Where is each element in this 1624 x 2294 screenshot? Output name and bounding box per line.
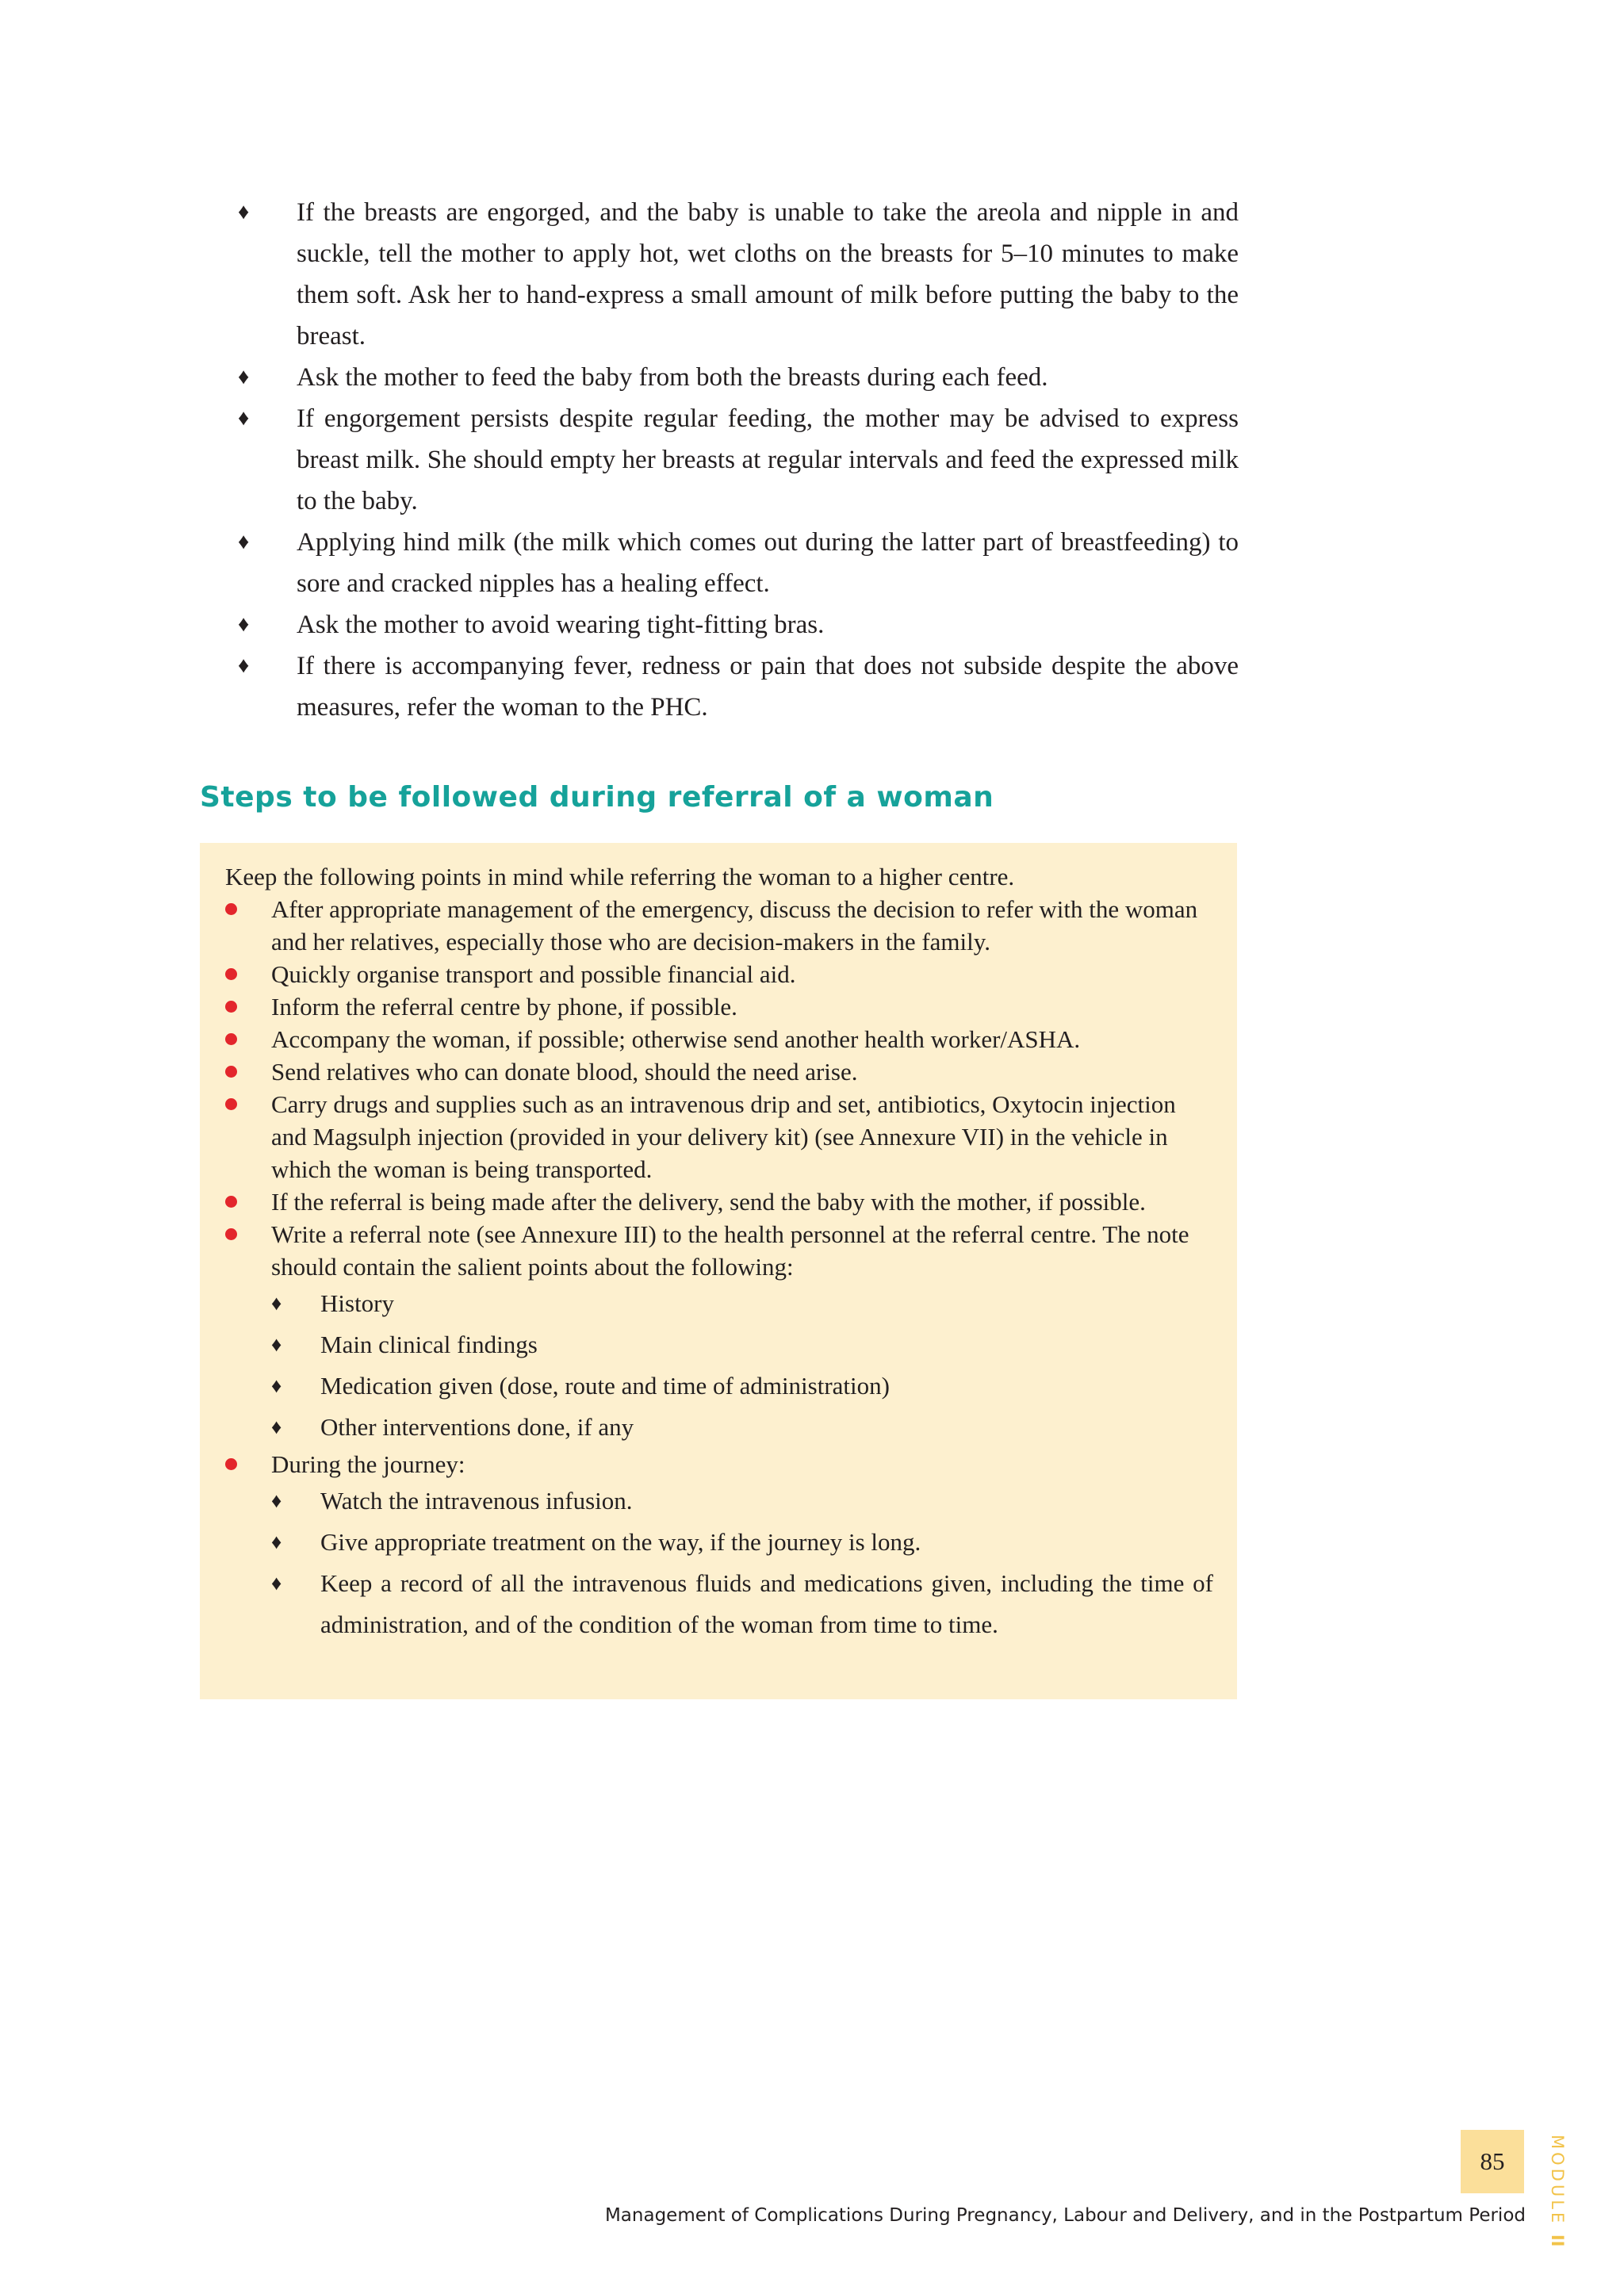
diamond-bullet-icon: ♦ bbox=[271, 1572, 282, 1595]
list-item-text: Quickly organise transport and possible financial aid. bbox=[271, 960, 796, 988]
list-item bbox=[271, 1407, 1213, 1448]
list-item bbox=[225, 1448, 1213, 1645]
red-dot-bullet-icon bbox=[225, 968, 237, 980]
list-item-text: Accompany the woman, if possible; otherwise send another health worker/ASHA. bbox=[271, 1025, 1081, 1053]
list-item bbox=[238, 398, 1239, 522]
list-item bbox=[238, 604, 1239, 645]
list-item-text: Give appropriate treatment on the way, if the journey is long. bbox=[320, 1528, 921, 1556]
list-item bbox=[238, 192, 1239, 357]
list-item-text: Send relatives who can donate blood, should the need arise. bbox=[271, 1058, 858, 1086]
referral-points-list bbox=[225, 893, 1213, 1645]
list-item bbox=[225, 1185, 1213, 1218]
diamond-bullet-icon: ♦ bbox=[271, 1292, 282, 1315]
list-item-text: If the breasts are engorged, and the baby is unable to take the areola and nipple in and suckle, tell the mother to apply hot, wet cloths on the breasts for 5–10 minutes to make them soft. Ask her to hand-express a small amount of milk before putting the baby to the breast. bbox=[297, 198, 1239, 350]
red-dot-bullet-icon bbox=[225, 1458, 237, 1470]
list-item-text: If the referral is being made after the delivery, send the baby with the mother, if possible. bbox=[271, 1188, 1146, 1216]
list-item-text: If there is accompanying fever, redness or pain that does not subside despite the above measures, refer the woman to the PHC. bbox=[297, 652, 1239, 722]
list-item bbox=[271, 1365, 1213, 1407]
list-item-text: Keep a record of all the intravenous fluids and medications given, including the time of administration, and of the condition of the woman from time to time. bbox=[320, 1569, 1213, 1638]
diamond-bullet-icon: ♦ bbox=[271, 1489, 282, 1512]
list-item bbox=[225, 1023, 1213, 1055]
list-item-text: Medication given (dose, route and time of administration) bbox=[320, 1372, 890, 1400]
list-item bbox=[271, 1480, 1213, 1522]
diamond-bullet-icon: ♦ bbox=[238, 406, 250, 431]
red-dot-bullet-icon bbox=[225, 1228, 237, 1240]
running-footer-title: Management of Complications During Pregnancy, Labour and Delivery, and in the Postpartum Period bbox=[604, 2205, 1526, 2226]
red-dot-bullet-icon bbox=[225, 1098, 237, 1110]
list-item bbox=[225, 893, 1213, 958]
diamond-bullet-icon: ♦ bbox=[238, 530, 250, 554]
list-item-text: Write a referral note (see Annexure III) to the health personnel at the referral centre. The note should contain the salient points about the following: bbox=[271, 1220, 1189, 1281]
list-item-text: After appropriate management of the emergency, discuss the decision to refer with the woman and her relatives, especially those who are decision-makers in the family. bbox=[271, 895, 1198, 956]
list-item-text: Other interventions done, if any bbox=[320, 1413, 634, 1441]
list-item-text: Ask the mother to avoid wearing tight-fitting bras. bbox=[297, 611, 825, 639]
diamond-bullet-icon: ♦ bbox=[238, 365, 250, 389]
list-item bbox=[225, 958, 1213, 990]
list-item bbox=[225, 1218, 1213, 1448]
diamond-bullet-icon: ♦ bbox=[238, 200, 250, 224]
list-item-text: If engorgement persists despite regular feeding, the mother may be advised to express breast milk. She should empty her breasts at regular intervals and feed the expressed milk to the baby. bbox=[297, 404, 1239, 515]
journey-steps-list bbox=[271, 1480, 1213, 1645]
list-item bbox=[225, 1055, 1213, 1088]
module-word: MODULE bbox=[1548, 2135, 1567, 2227]
diamond-bullet-icon: ♦ bbox=[238, 653, 250, 678]
diamond-bullet-icon: ♦ bbox=[271, 1415, 282, 1438]
red-dot-bullet-icon bbox=[225, 1033, 237, 1045]
list-item bbox=[271, 1563, 1213, 1645]
red-dot-bullet-icon bbox=[225, 1066, 237, 1078]
list-item-text: Ask the mother to feed the baby from both the breasts during each feed. bbox=[297, 363, 1048, 392]
box-intro-text: Keep the following points in mind while referring the woman to a higher centre. bbox=[225, 863, 1015, 890]
module-label bbox=[1548, 2135, 1567, 2247]
top-bullet-list bbox=[238, 192, 1239, 728]
list-item-text: Main clinical findings bbox=[320, 1331, 538, 1358]
list-item-text: During the journey: bbox=[271, 1450, 465, 1478]
diamond-bullet-icon: ♦ bbox=[238, 612, 250, 637]
diamond-bullet-icon: ♦ bbox=[271, 1374, 282, 1397]
diamond-bullet-icon: ♦ bbox=[271, 1333, 282, 1356]
list-item bbox=[238, 522, 1239, 604]
list-item bbox=[271, 1522, 1213, 1563]
page-number bbox=[1461, 2130, 1524, 2193]
list-item bbox=[225, 1088, 1213, 1185]
red-dot-bullet-icon bbox=[225, 903, 237, 915]
section-heading: Steps to be followed during referral of a woman bbox=[200, 781, 994, 814]
list-item bbox=[271, 1283, 1213, 1324]
list-item-text: Watch the intravenous infusion. bbox=[320, 1487, 633, 1515]
list-item bbox=[238, 357, 1239, 398]
module-numeral: II bbox=[1548, 2234, 1567, 2247]
referral-note-contents-list bbox=[271, 1283, 1213, 1448]
list-item-text: Inform the referral centre by phone, if possible. bbox=[271, 993, 737, 1021]
page-number-text: 85 bbox=[1480, 2147, 1505, 2175]
list-item-text: Carry drugs and supplies such as an intravenous drip and set, antibiotics, Oxytocin injection and Magsulph injection (provided in your delivery kit) (see Annexure VII) in the vehicle in which the woman is being transported. bbox=[271, 1090, 1176, 1183]
list-item bbox=[225, 990, 1213, 1023]
red-dot-bullet-icon bbox=[225, 1196, 237, 1208]
list-item bbox=[238, 645, 1239, 728]
referral-steps-box bbox=[200, 843, 1237, 1699]
list-item-text: History bbox=[320, 1289, 394, 1317]
red-dot-bullet-icon bbox=[225, 1001, 237, 1013]
list-item-text: Applying hind milk (the milk which comes out during the latter part of breastfeeding) to sore and cracked nipples has a healing effect. bbox=[297, 528, 1239, 598]
diamond-bullet-icon: ♦ bbox=[271, 1530, 282, 1553]
list-item bbox=[271, 1324, 1213, 1365]
